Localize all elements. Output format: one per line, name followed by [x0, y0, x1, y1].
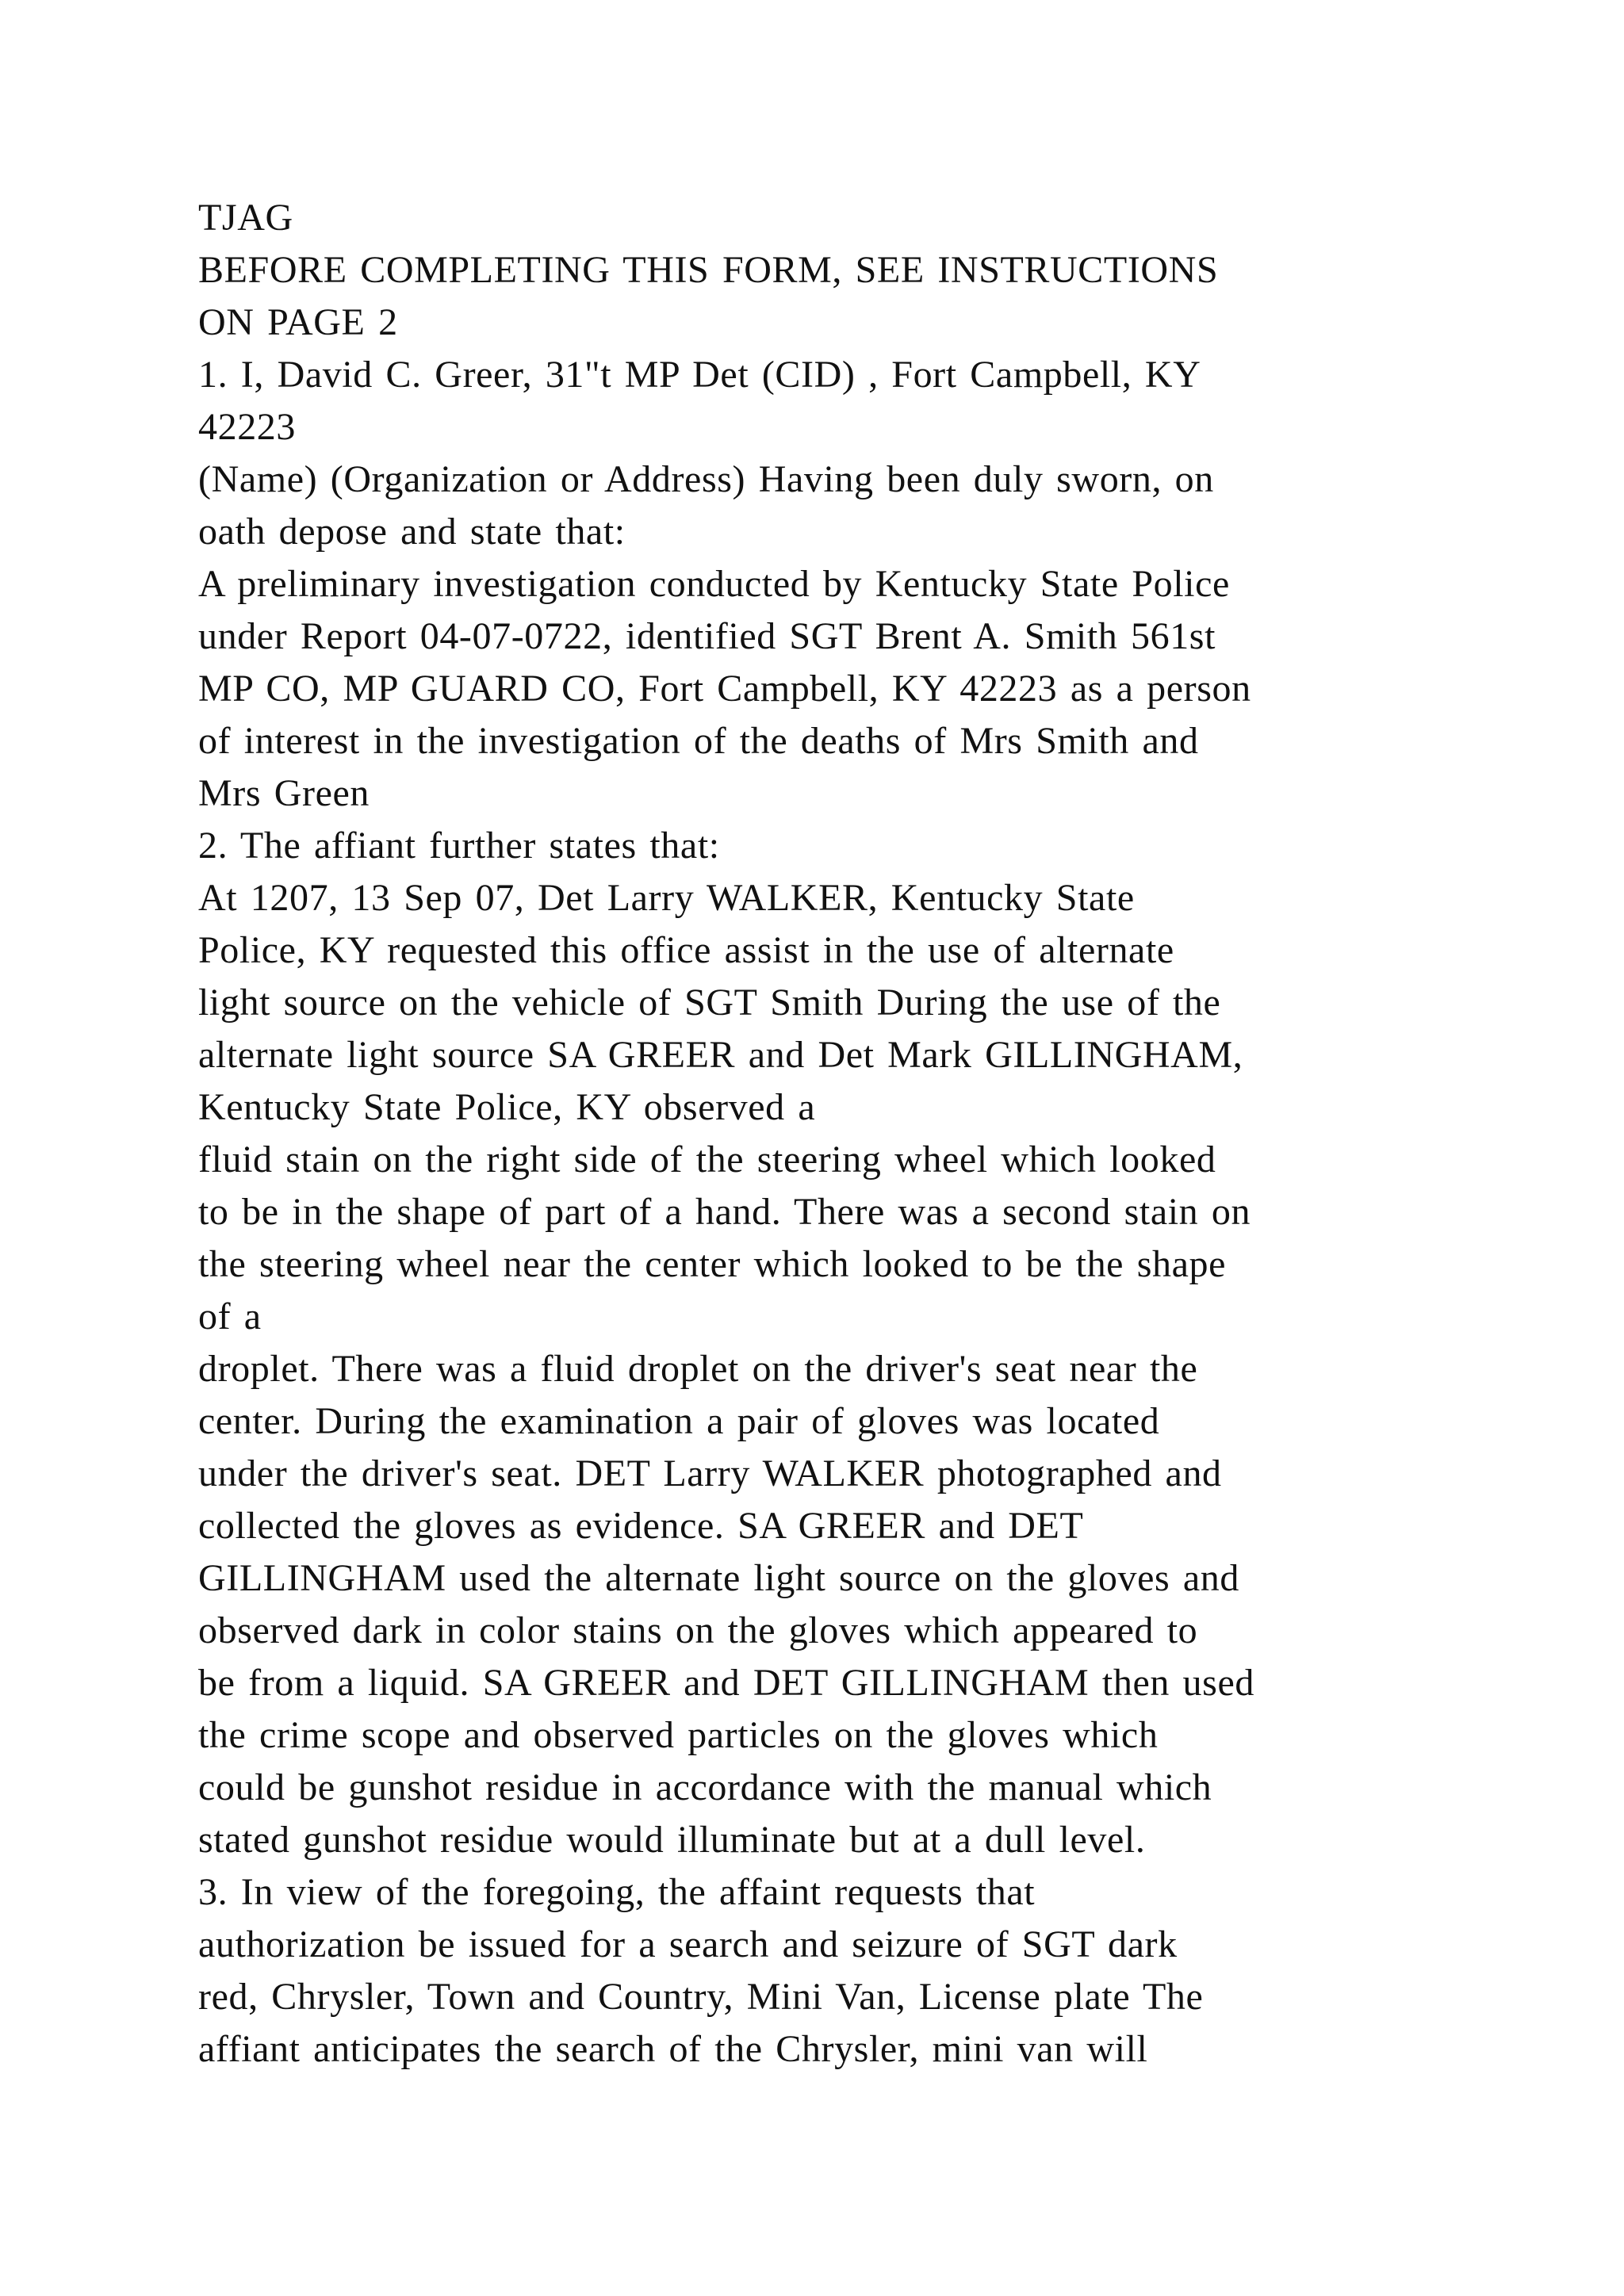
paragraph-2-line: droplet. There was a fluid droplet on the driver's seat near the	[198, 1348, 1198, 1390]
paragraph-2-line: to be in the shape of part of a hand. There was a second stain on	[198, 1191, 1251, 1233]
paragraph-1-line: Mrs Green	[198, 772, 370, 814]
header-tjag: TJAG	[198, 197, 293, 239]
section-3-line: authorization be issued for a search and seizure of SGT dark	[198, 1923, 1178, 1965]
section-2-heading: 2. The affiant further states that:	[198, 825, 720, 867]
paragraph-2-line: Kentucky State Police, KY observed a	[198, 1086, 816, 1128]
paragraph-2-line: the steering wheel near the center which looked to be the shape	[198, 1243, 1226, 1285]
paragraph-2-line: Police, KY requested this office assist in the use of alternate	[198, 929, 1174, 971]
paragraph-2-line: stated gunshot residue would illuminate but at a dull level.	[198, 1819, 1146, 1861]
paragraph-2-line: of a	[198, 1295, 262, 1337]
paragraph-2-line: observed dark in color stains on the gloves which appeared to	[198, 1609, 1198, 1651]
paragraph-2-line: be from a liquid. SA GREER and DET GILLINGHAM then used	[198, 1662, 1254, 1704]
paragraph-2-line: could be gunshot residue in accordance with the manual which	[198, 1766, 1212, 1808]
paragraph-2-line: At 1207, 13 Sep 07, Det Larry WALKER, Kentucky State	[198, 877, 1135, 919]
form-instruction-line: BEFORE COMPLETING THIS FORM, SEE INSTRUCTIONS	[198, 249, 1219, 291]
section-3-line: affiant anticipates the search of the Chrysler, mini van will	[198, 2028, 1148, 2070]
document-body	[198, 192, 1499, 2076]
oath-line: (Name) (Organization or Address) Having been duly sworn, on	[198, 458, 1214, 500]
paragraph-2-line: the crime scope and observed particles on the gloves which	[198, 1714, 1159, 1756]
affiant-identity-line: 42223	[198, 406, 296, 448]
paragraph-2-line: light source on the vehicle of SGT Smith During the use of the	[198, 982, 1221, 1024]
paragraph-2-line: under the driver's seat. DET Larry WALKER photographed and	[198, 1452, 1222, 1494]
paragraph-2-line: fluid stain on the right side of the steering wheel which looked	[198, 1138, 1216, 1181]
paragraph-1-line: under Report 04-07-0722, identified SGT Brent A. Smith 561st	[198, 615, 1216, 657]
paragraph-2-line: center. During the examination a pair of gloves was located	[198, 1400, 1160, 1442]
section-3-line: 3. In view of the foregoing, the affaint requests that	[198, 1871, 1036, 1913]
paragraph-1-line: A preliminary investigation conducted by Kentucky State Police	[198, 563, 1230, 605]
paragraph-1-line: of interest in the investigation of the deaths of Mrs Smith and	[198, 720, 1199, 762]
section-3-line: red, Chrysler, Town and Country, Mini Van, License plate The	[198, 1976, 1204, 2018]
affiant-identity-line: 1. I, David C. Greer, 31"t MP Det (CID) , Fort Campbell, KY	[198, 354, 1201, 396]
form-instruction-line: ON PAGE 2	[198, 301, 398, 343]
oath-line: oath depose and state that:	[198, 511, 626, 553]
paragraph-2-line: collected the gloves as evidence. SA GREER and DET	[198, 1505, 1084, 1547]
paragraph-1-line: MP CO, MP GUARD CO, Fort Campbell, KY 42223 as a person	[198, 668, 1251, 710]
paragraph-2-line: alternate light source SA GREER and Det Mark GILLINGHAM,	[198, 1034, 1243, 1076]
paragraph-2-line: GILLINGHAM used the alternate light source on the gloves and	[198, 1557, 1239, 1599]
